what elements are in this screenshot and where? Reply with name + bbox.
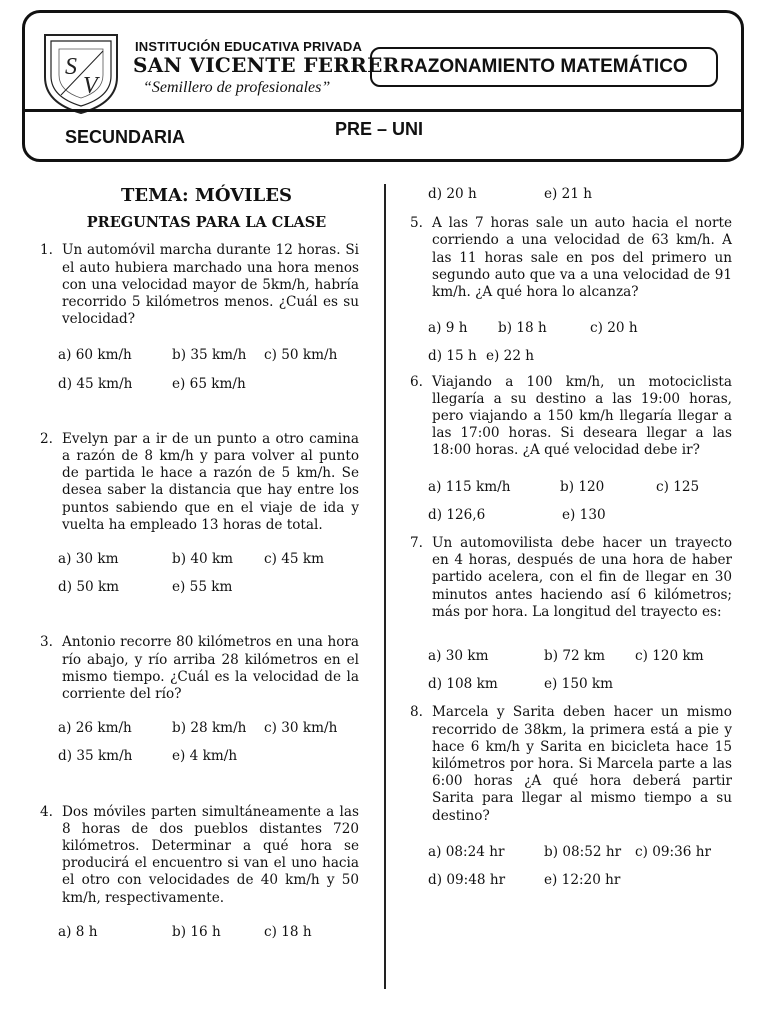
option: e) 21 h [544,186,593,202]
options-row [428,844,732,861]
column-divider [384,184,386,989]
topic-subtitle: PREGUNTAS PARA LA CLASE [86,214,327,232]
question-text: Antonio recorre 80 kilómetros en una hora río abajo, y río arriba 28 kilómetros en el mismo tiempo. ¿Cuál es la velocidad de la corriente del río? [62,634,359,703]
options-row [428,872,732,889]
option: a) 60 km/h [58,347,132,364]
question-4 [40,803,359,941]
left-column [40,185,359,941]
option: c) 18 h [264,923,312,940]
option: e) 12:20 hr [544,872,621,889]
option: c) 45 km [264,551,324,568]
question-number: 8. [410,704,423,721]
question-text: Dos móviles parten simultáneamente a las 8 horas de dos pueblos distantes 720 kilómetros. Determinar a qué hora se producirá el encuentro si van el uno hacia el otro con velocidades de 40 km/h y 50 km/h, respectivamente. [62,803,359,906]
options-row [428,320,732,337]
svg-text:V: V [83,73,98,99]
options-row [428,507,732,524]
document-header [22,10,744,162]
option: b) 28 km/h [172,720,247,737]
right-column [410,186,732,889]
option: b) 18 h [498,320,547,337]
question-number: 4. [40,803,53,820]
question-5 [410,215,732,365]
course-label: PRE – UNI [335,119,424,139]
header-divider [25,109,741,112]
subject-title: RAZONAMIENTO MATEMÁTICO [370,47,718,87]
option: d) 09:48 hr [428,872,506,889]
institution-type: INSTITUCIÓN EDUCATIVA PRIVADA [135,39,363,54]
question-1 [40,242,359,392]
option: c) 30 km/h [264,720,338,737]
option: a) 115 km/h [428,478,511,495]
option: a) 30 km [428,648,489,665]
option: e) 22 h [486,348,535,365]
option: b) 120 [560,478,605,495]
option: a) 9 h [428,320,468,337]
option: c) 50 km/h [264,347,338,364]
option: d) 45 km/h [58,375,133,392]
option: b) 35 km/h [172,347,247,364]
question-number: 2. [40,430,53,447]
option: a) 08:24 hr [428,843,505,860]
options-row [58,347,359,364]
option: d) 15 h [428,348,477,365]
options-row [58,748,359,765]
question-number: 5. [410,215,423,232]
option: c) 125 [656,478,700,495]
option: b) 08:52 hr [544,843,622,860]
question-text: Un automóvil marcha durante 12 horas. Si el auto hubiera marchado una hora menos con una velocidad mayor de 5km/h, habría recorrido 5 kilómetros menos. ¿Cuál es su velocidad? [62,242,359,328]
question-7 [410,535,732,693]
option: e) 150 km [544,676,614,693]
option: e) 4 km/h [172,748,238,765]
option: e) 130 [562,506,606,523]
question-8 [410,704,732,889]
question-number: 6. [410,373,423,390]
option: b) 16 h [172,923,221,940]
options-row [428,186,732,203]
question-2 [40,430,359,597]
options-row [58,579,359,596]
option: d) 108 km [428,676,498,693]
option: d) 20 h [428,186,477,202]
question-text: Viajando a 100 km/h, un motociclista llegaría a su destino a las 19:00 horas, pero viajando a 150 km/h llegaría llegar a las 17:00 horas. Si deseara llegar a las 18:00 horas. ¿A qué velocidad debe ir? [432,373,732,459]
question-number: 7. [410,535,423,552]
question-number: 3. [40,634,53,651]
level-label: SECUNDARIA [65,127,186,147]
school-crest-icon [41,29,121,115]
institution-motto: “Semillero de profesionales” [143,79,331,96]
question-text: Un automovilista debe hacer un trayecto en 4 horas, después de una hora de haber partido acelera, con el fin de llegar en 30 minutos antes haciendo así 6 kilómetros; más por hora. La longitud del trayecto es: [432,535,732,620]
option: d) 35 km/h [58,748,133,765]
option: e) 55 km [172,579,233,596]
school-logo [41,29,121,115]
question-text: A las 7 horas sale un auto hacia el norte corriendo a una velocidad de 63 km/h. A las 11 horas sale en pos del primero un segundo auto que va a una velocidad de 91 km/h. ¿A qué hora lo alcanza? [432,215,732,301]
topic-title: TEMA: MÓVILES [121,185,292,206]
question-3 [40,634,359,765]
option: e) 65 km/h [172,375,246,392]
options-row [58,924,359,941]
question-number: 1. [40,242,53,259]
option: c) 120 km [635,648,704,665]
question-6 [410,373,732,524]
question-text: Evelyn par a ir de un punto a otro camina a razón de 8 km/h y para volver al punto de partida le hace a razón de 5 km/h. Se desea saber la distancia que hay entre los puntos sabiendo que en el viaje de ida y vuelta ha empleado 13 horas de total. [62,430,359,533]
svg-text:S: S [65,54,77,80]
options-row [58,720,359,737]
options-row [428,348,732,365]
options-row [428,648,732,665]
option: a) 26 km/h [58,720,132,737]
institution-name: SAN VICENTE FERRER [133,53,400,77]
option: a) 8 h [58,923,98,940]
option: d) 50 km [58,579,120,596]
options-row [428,676,732,693]
options-row [58,551,359,568]
option: b) 72 km [544,648,606,665]
option: b) 40 km [172,551,234,568]
question-text: Marcela y Sarita deben hacer un mismo recorrido de 38km, la primera está a pie y hace 6 km/h y Sarita en bicicleta hace 15 kilómetros por hora. Si Marcela parte a las 6:00 horas ¿A qué hora deberá partir Sarita para llegar al mismo tiempo a su destino? [432,704,732,824]
option: a) 30 km [58,551,119,568]
options-row [428,479,732,496]
option: c) 20 h [590,320,638,337]
options-row [58,376,359,393]
option: d) 126,6 [428,506,486,523]
option: c) 09:36 hr [635,843,711,860]
